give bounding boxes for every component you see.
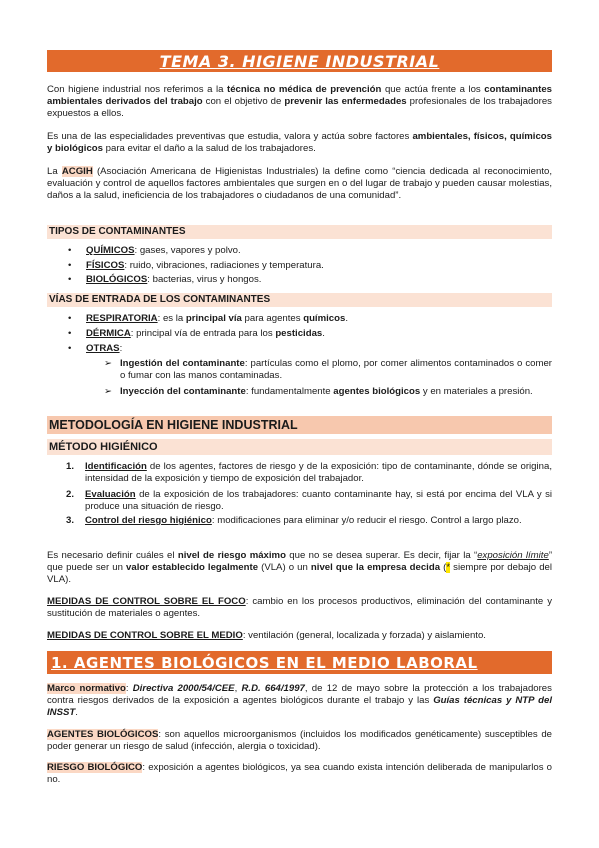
arrow-bullet-icon: ➢ [104,386,113,397]
intro-paragraph-1: Con higiene industrial nos referimos a la técnica no médica de prevención que actúa frente a los contaminantes ambientales derivados del trabajo con el objetivo de prevenir las enfermedades profesionales de los trabajadores expuestos a ellos. [47,84,552,120]
section-heading-tipos: TIPOS DE CONTAMINANTES [47,225,552,239]
section-heading-metodologia: METODOLOGÍA EN HIGIENE INDUSTRIAL [47,416,552,434]
list-item-fisicos: • FÍSICOS: ruido, vibraciones, radiaciones y temperatura. [68,260,324,271]
section-heading-vias: VÍAS DE ENTRADA DE LOS CONTAMINANTES [47,293,552,307]
list-item-quimicos: • QUÍMICOS: gases, vapores y polvo. [68,245,241,256]
list-item-respiratoria: • RESPIRATORIA: es la principal vía para agentes químicos. [68,313,348,324]
arrow-bullet-icon: ➢ [104,358,113,369]
paragraph-riesgo-biologico: RIESGO BIOLÓGICO: exposición a agentes biológicos, ya sea cuando exista intención deliberada de manipularlos o no. [47,762,552,786]
paragraph-control-foco: MEDIDAS DE CONTROL SOBRE EL FOCO: cambio en los procesos productivos, eliminación del contaminante y sustitución de materiales o agentes. [47,596,552,620]
sublist-item-inyeccion: ➢ Inyección del contaminante: fundamentalmente agentes biológicos y en materiales a presión. [104,386,533,397]
page-title: TEMA 3. HIGIENE INDUSTRIAL [47,50,552,72]
paragraph-agentes-biologicos: AGENTES BIOLÓGICOS: son aquellos microorganismos (incluidos los modificados genéticamente) susceptibles de poder generar un riesgo de salud (infección, alergia o toxicidad). [47,729,552,753]
list-item-biologicos: • BIOLÓGICOS: bacterias, virus y hongos. [68,274,262,285]
intro-paragraph-3: La ACGIH (Asociación Americana de Higienistas Industriales) la define como “ciencia dedicada al reconocimiento, evaluación y control de aquellos factores ambientales que surgen en o del lugar de trabajo y pueden causar molestias, daños a la salud, ineficiencia de los trabajadores o ciudadanos de una comunidad”. [47,166,552,202]
paragraph-marco-normativo: Marco normativo: Directiva 2000/54/CEE, R.D. 664/1997, de 12 de mayo sobre la protección a los trabajadores contra riesgos derivados de la exposición a agentes biológicos durante el trabajo y las Guías técnicas y NTP del INSST. [47,683,552,719]
step-identificacion: 1. Identificación de los agentes, factores de riesgo y de la exposición: tipo de contaminante, dónde se origina, intensidad de la exposición y tiempo de exposición del trabajador. [66,461,552,484]
subheading-metodo-higienico: MÉTODO HIGIÉNICO [47,439,552,455]
list-item-otras: • OTRAS: [68,343,123,354]
paragraph-control-medio: MEDIDAS DE CONTROL SOBRE EL MEDIO: ventilación (general, localizada y forzada) y aislamiento. [47,630,486,641]
step-evaluacion: 2. Evaluación de la exposición de los trabajadores: cuanto contaminante hay, si está por encima del VLA y si produce una situación de riesgo. [66,489,552,512]
sublist-item-ingestion: ➢ Ingestión del contaminante: partículas como el plomo, por comer alimentos contaminados o comer o fumar con las manos contaminadas. [104,358,552,381]
list-item-dermica: • DÉRMICA: principal vía de entrada para los pesticidas. [68,328,325,339]
section-title-agentes-biologicos: 1. AGENTES BIOLÓGICOS EN EL MEDIO LABORAL [47,651,552,674]
intro-paragraph-2: Es una de las especialidades preventivas que estudia, valora y actúa sobre factores ambientales, físicos, químicos y biológicos para evitar el daño a la salud de los trabajadores. [47,131,552,155]
paragraph-nivel-riesgo: Es necesario definir cuáles el nivel de riesgo máximo que no se desea superar. Es decir, fijar la “exposición límite” que puede ser un valor establecido legalmente (VLA) o un nivel que la empresa decida (* siempre por debajo del VLA). [47,550,553,586]
step-control-riesgo: 3. Control del riesgo higiénico: modificaciones para eliminar y/o reducir el riesgo. Control a largo plazo. [66,515,522,526]
